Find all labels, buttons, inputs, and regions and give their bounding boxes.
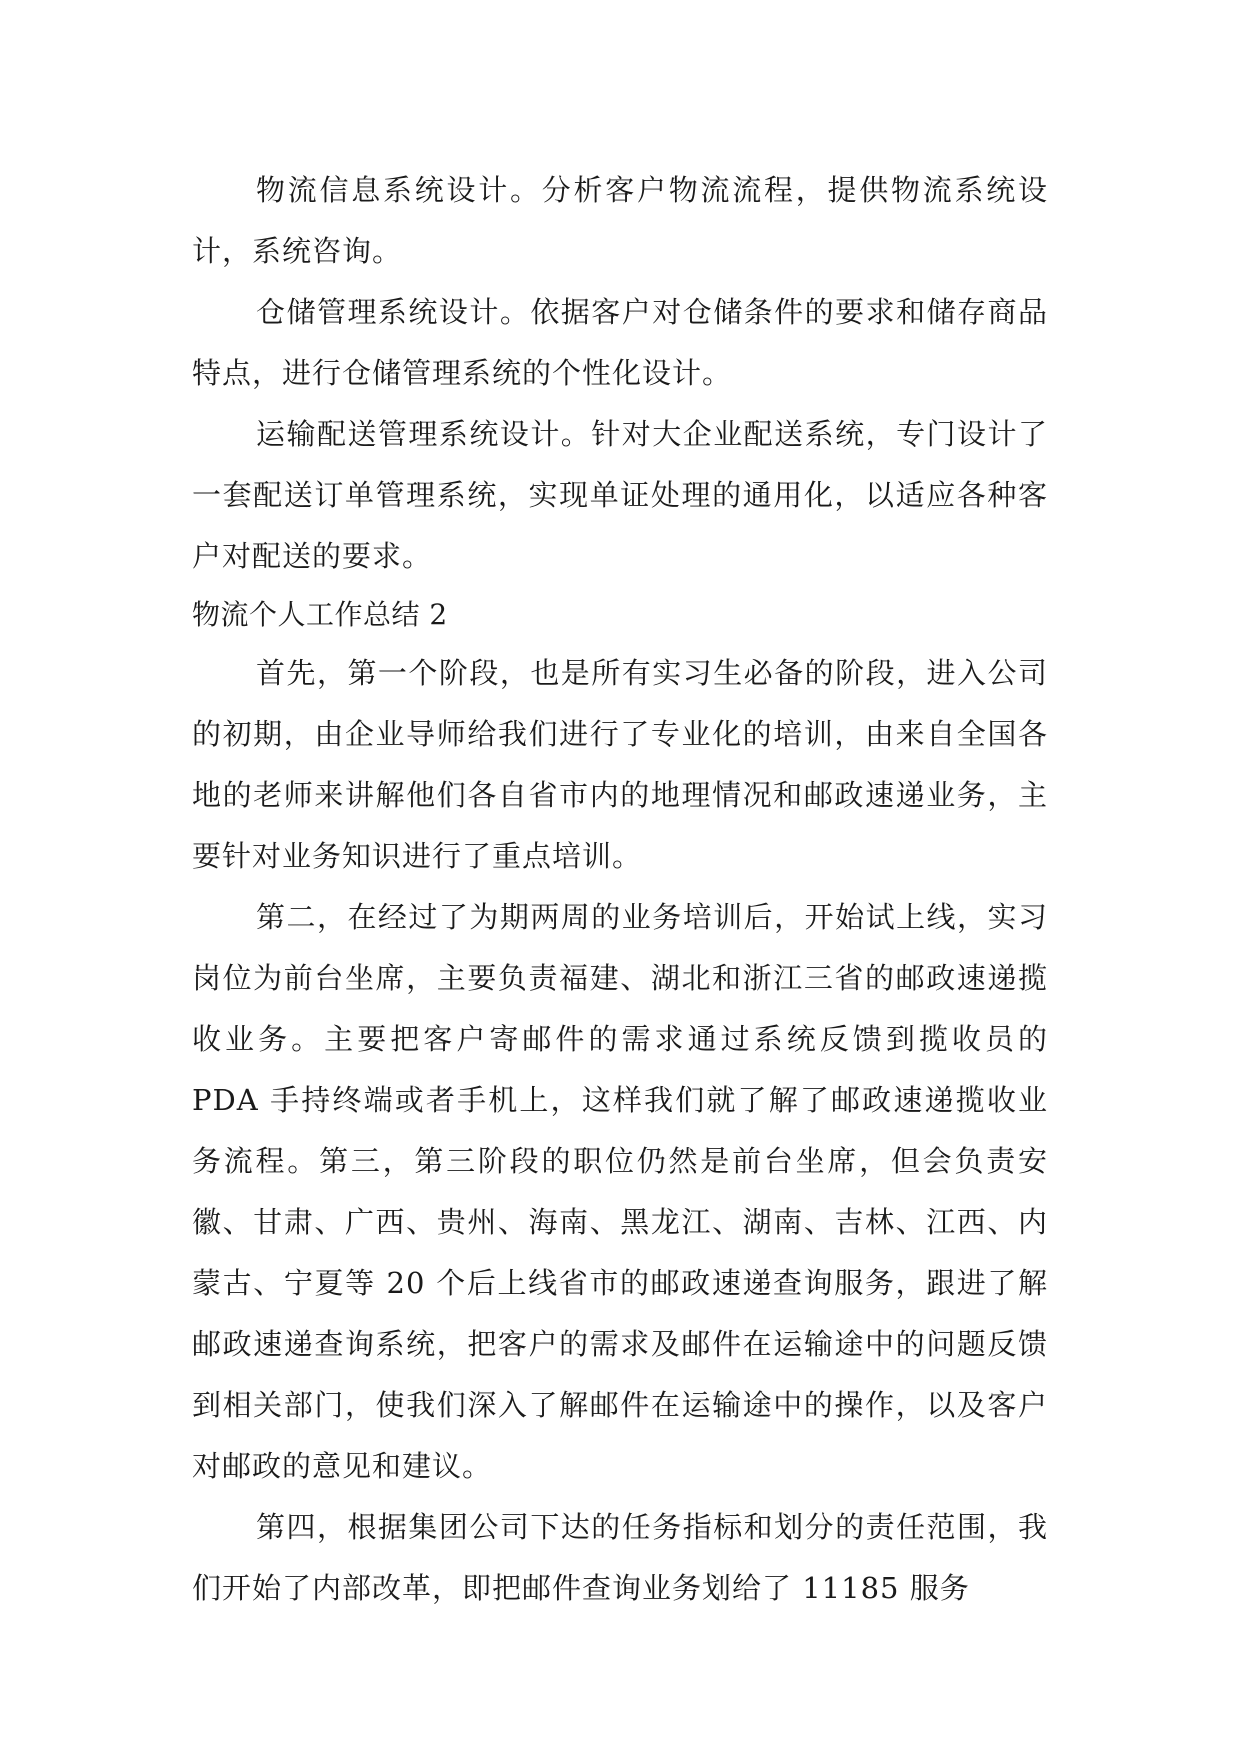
- paragraph-stage-one: 首先，第一个阶段，也是所有实习生必备的阶段，进入公司的初期，由企业导师给我们进行了专业化的培训，由来自全国各地的老师来讲解他们各自省市内的地理情况和邮政速递业务，主要针对业务知识进行了重点培训。: [192, 656, 1048, 873]
- paragraph-stage-four: 第四，根据集团公司下达的任务指标和划分的责任范围，我们开始了内部改革，即把邮件查询业务划给了 11185 服务: [192, 1510, 1048, 1605]
- paragraph-transport-system: 运输配送管理系统设计。针对大企业配送系统，专门设计了一套配送订单管理系统，实现单证处理的通用化，以适应各种客户对配送的要求。: [192, 417, 1048, 573]
- document-body: [192, 160, 1048, 1619]
- section-heading: 物流个人工作总结 2: [192, 598, 448, 631]
- paragraph-stage-two-three: 第二，在经过了为期两周的业务培训后，开始试上线，实习岗位为前台坐席，主要负责福建、湖北和浙江三省的邮政速递揽收业务。主要把客户寄邮件的需求通过系统反馈到揽收员的 PDA 手持终端或者手机上，这样我们就了解了邮政速递揽收业务流程。第三，第三阶段的职位仍然是前台坐席，但会负责安徽、甘肃、广西、贵州、海南、黑龙江、湖南、吉林、江西、内蒙古、宁夏等 20 个后上线省市的邮政速递查询服务，跟进了解邮政速递查询系统，把客户的需求及邮件在运输途中的问题反馈到相关部门，使我们深入了解邮件在运输途中的操作，以及客户对邮政的意见和建议。: [192, 900, 1048, 1483]
- paragraph-warehouse-system: 仓储管理系统设计。依据客户对仓储条件的要求和储存商品特点，进行仓储管理系统的个性化设计。: [192, 295, 1048, 390]
- paragraph-logistics-info-system: 物流信息系统设计。分析客户物流流程，提供物流系统设计，系统咨询。: [192, 173, 1048, 268]
